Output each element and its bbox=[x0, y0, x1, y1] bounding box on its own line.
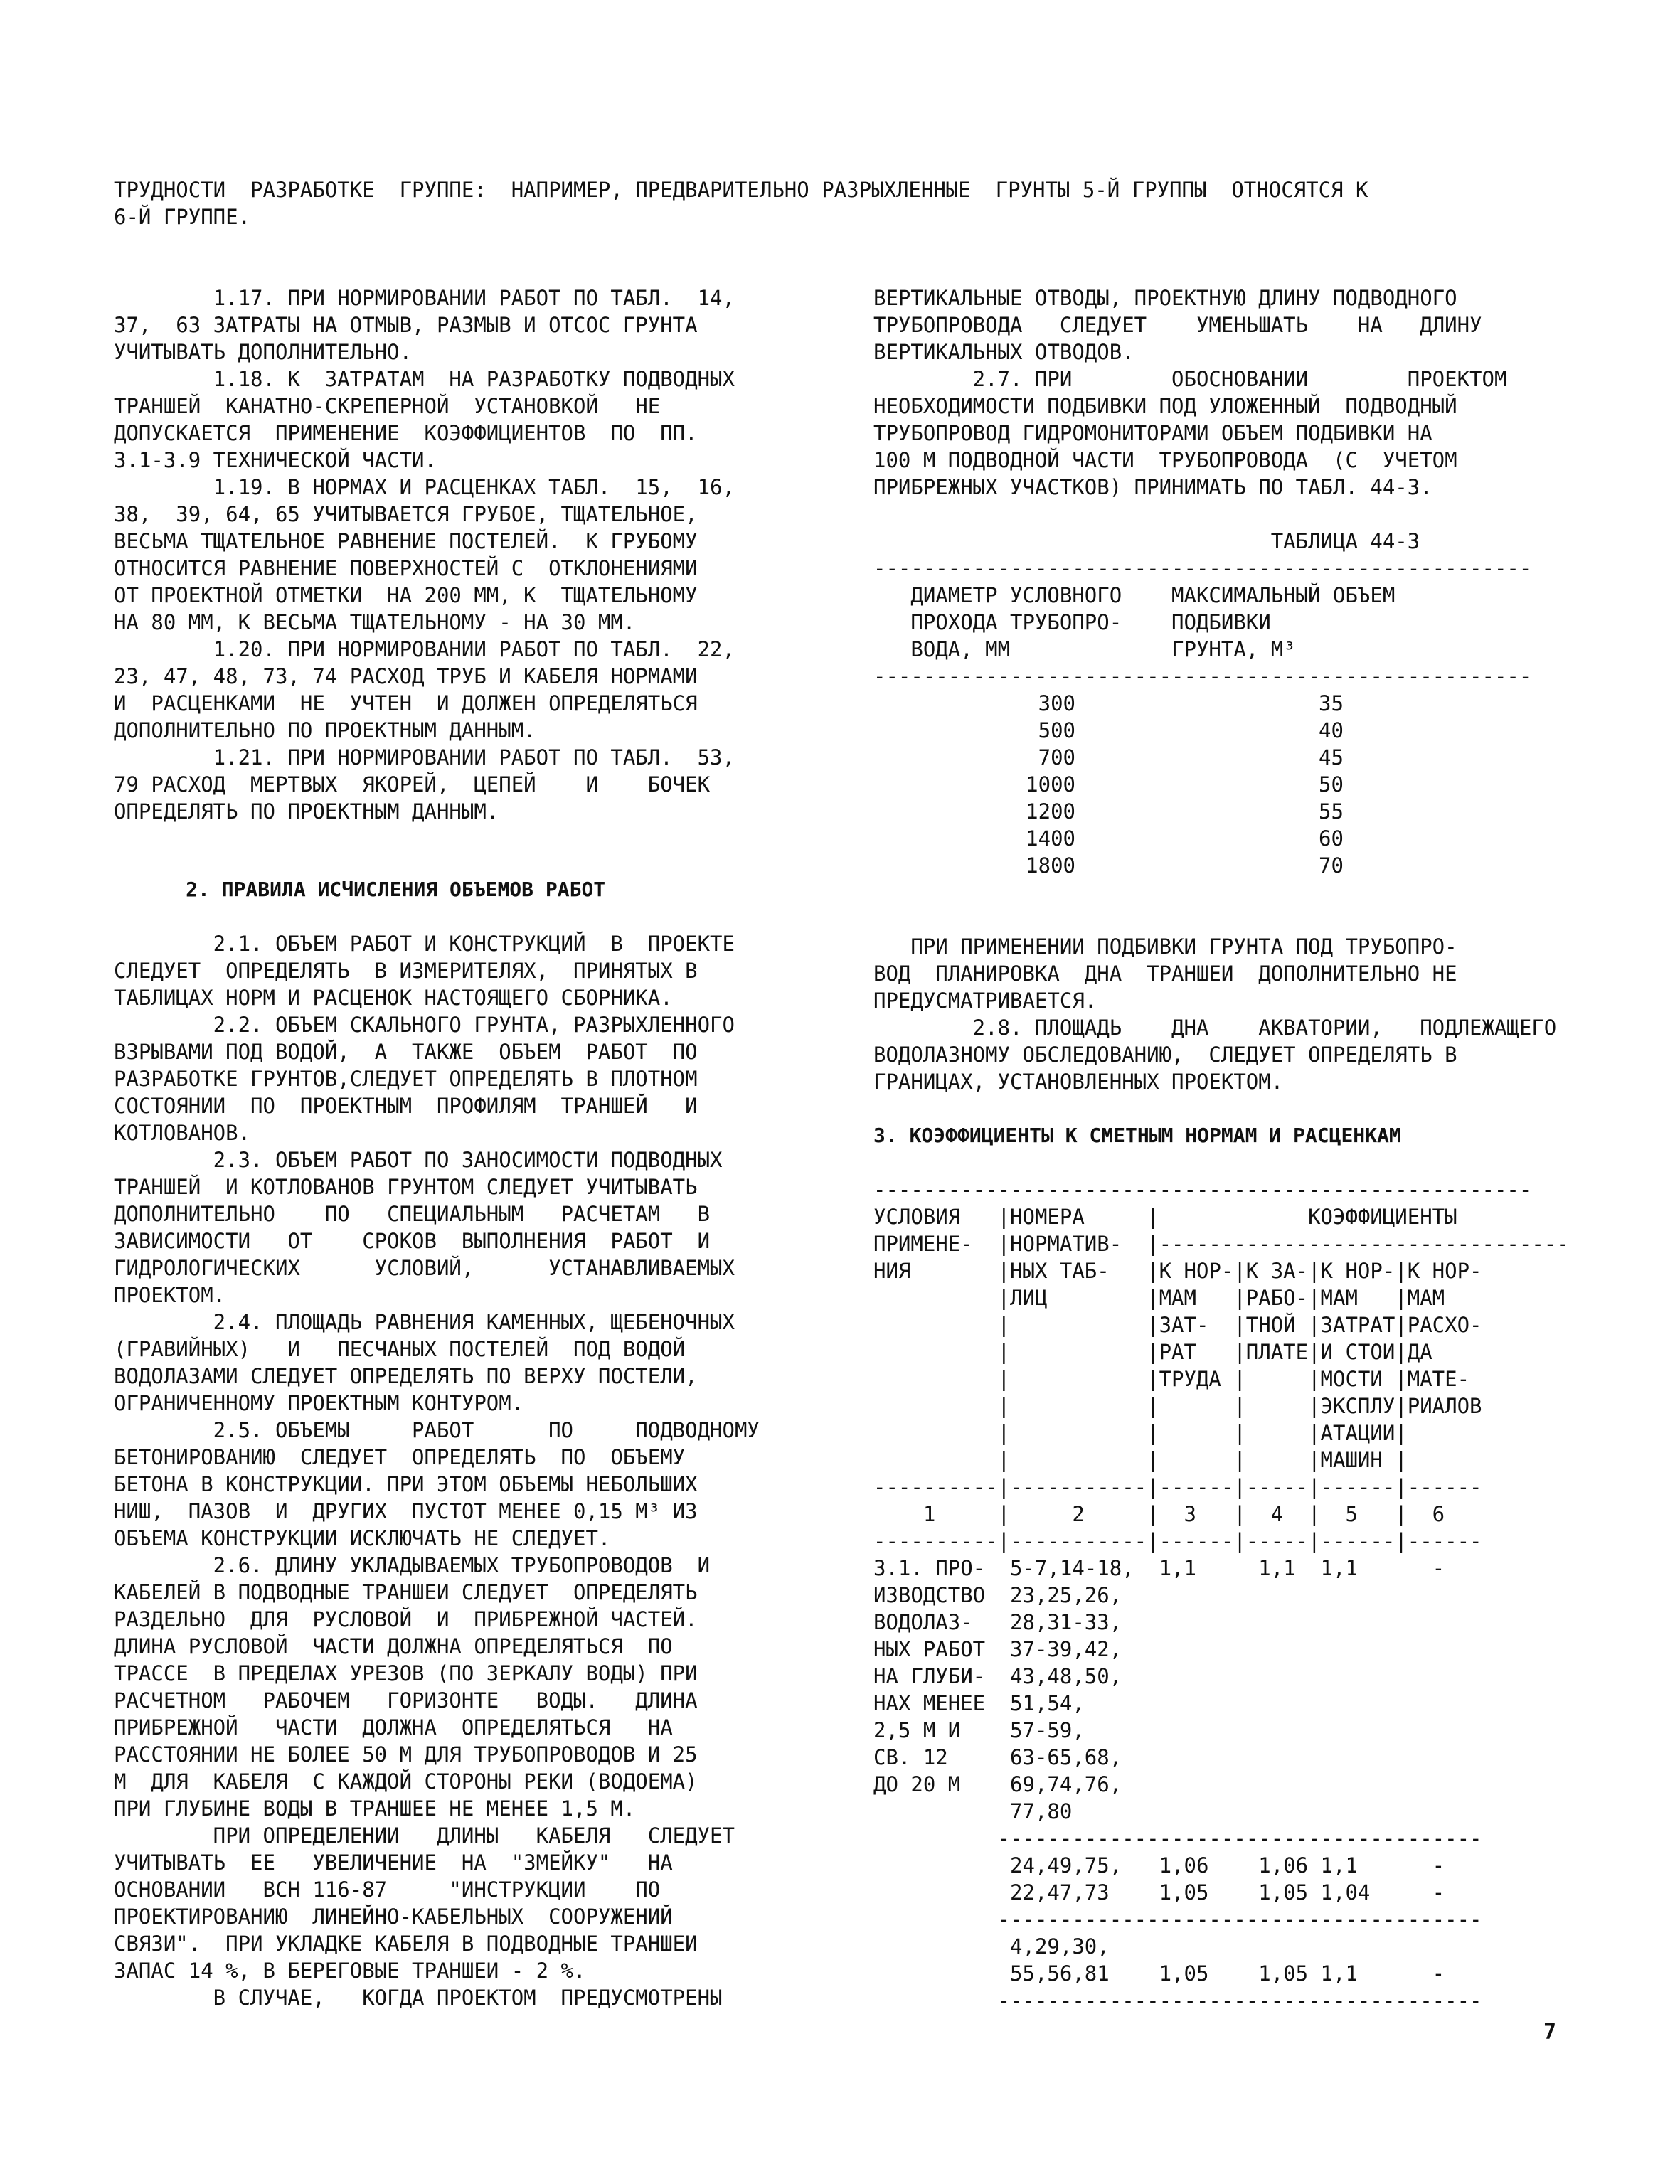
paragraph-1-19: 1.19. В НОРМАХ И РАСЦЕНКАХ ТАБЛ. 15, 16, 38, 39, 64, 65 УЧИТЫВАЕТСЯ ГРУБОЕ, ТЩАТЕЛЬНОЕ, ВЕСЬМА ТЩАТЕЛЬНОЕ РАВНЕНИЕ ПОСТЕЛЕЙ. К ГРУБОМУ ОТНОСИТСЯ РАВНЕНИЕ ПОВЕРХНОСТЕЙ С ОТКЛОНЕНИЯМИ ОТ ПРОЕКТНОЙ ОТМЕТКИ НА 200 ММ, К ТЩАТЕЛЬНОМУ НА 80 ММ, К ВЕСЬМА ТЩАТЕЛЬНОМУ - НА 30 ММ. bbox=[114, 475, 735, 634]
table-rule: ----------------------------------------------------- bbox=[873, 556, 1532, 580]
paragraph-2-8: 2.8. ПЛОЩАДЬ ДНА АКВАТОРИИ, ПОДЛЕЖАЩЕГО ВОДОЛАЗНОМУ ОБСЛЕДОВАНИЮ, СЛЕДУЕТ ОПРЕДЕЛЯТЬ В ГРАНИЦАХ, УСТАНОВЛЕННЫХ ПРОЕКТОМ. bbox=[873, 1016, 1557, 1094]
diameter-cell: 700 bbox=[1038, 745, 1075, 769]
volume-cell: 55 bbox=[1319, 799, 1344, 824]
diameter-cell: 1000 bbox=[1026, 772, 1075, 797]
right-column bbox=[873, 284, 1569, 2014]
paragraph-2-6-case: В СЛУЧАЕ, КОГДА ПРОЕКТОМ ПРЕДУСМОТРЕНЫ bbox=[114, 1986, 723, 2010]
section-3-heading: 3. КОЭФФИЦИЕНТЫ К СМЕТНЫМ НОРМАМ И РАСЦЕНКАМ bbox=[873, 1124, 1401, 1147]
paragraph-2-6-continued: ВЕРТИКАЛЬНЫЕ ОТВОДЫ, ПРОЕКТНУЮ ДЛИНУ ПОДВОДНОГО ТРУБОПРОВОДА СЛЕДУЕТ УМЕНЬШАТЬ НА ДЛИНУ ВЕРТИКАЛЬНЫХ ОТВОДОВ. bbox=[873, 286, 1482, 364]
paragraph-2-2: 2.2. ОБЪЕМ СКАЛЬНОГО ГРУНТА, РАЗРЫХЛЕННОГО ВЗРЫВАМИ ПОД ВОДОЙ, А ТАКЖЕ ОБЪЕМ РАБОТ ПО РАЗРАБОТКЕ ГРУНТОВ,СЛЕДУЕТ ОПРЕДЕЛЯТЬ В ПЛОТНОМ СОСТОЯНИИ ПО ПРОЕКТНЫМ ПРОФИЛЯМ ТРАНШЕЙ И КОТЛОВАНОВ. bbox=[114, 1013, 735, 1145]
coefficients-table: ----------------------------------------------------- УСЛОВИЯ |НОМЕРА | КОЭФФИЦИЕНТЫ ПРИМЕНЕ- |НОРМАТИВ- |--------------------------------- НИЯ |НЫХ ТАБ- |К НОР-|К ЗА-|К НОР-|К НОР- |ЛИЦ |МАМ |РАБО-|МАМ |МАМ | |ЗАТ- |ТНОЙ |ЗАТРАТ|РАСХО- | |РАТ |ПЛАТЕ|И СТОИ|ДА | |ТРУДА | |МОСТИ |МАТЕ- | | | |ЭКСПЛУ|РИАЛОВ | | | |АТАЦИИ| | | | |МАШИН | ----------|-----------|------|-----|------|------ 1 | 2 | 3 | 4 | 5 | 6 ----------|-----------|------|-----|------|------ 3.1. ПРО- 5-7,14-18, 1,1 1,1 1,1 - ИЗВОДСТВО 23,25,26, ВОДОЛАЗ- 28,31-33, НЫХ РАБОТ 37-39,42, НА ГЛУБИ- 43,48,50, НАХ МЕНЕЕ 51,54, 2,5 М И 57-59, СВ. 12 63-65,68, ДО 20 М 69,74,76, 77,80 --------------------------------------- 24,49,75, 1,06 1,06 1,1 - 22,47,73 1,05 1,05 1,04 - --------------------------------------- 4,29,30, 55,56,81 1,05 1,05 1,1 - --------------------------------------- bbox=[873, 1178, 1569, 2013]
volume-cell: 35 bbox=[1319, 691, 1344, 715]
table-row bbox=[873, 717, 1556, 744]
table-row bbox=[873, 825, 1556, 852]
paragraph-1-21: 1.21. ПРИ НОРМИРОВАНИИ РАБОТ ПО ТАБЛ. 53, 79 РАСХОД МЕРТВЫХ ЯКОРЕЙ, ЦЕПЕЙ И БОЧЕК ОПРЕДЕЛЯТЬ ПО ПРОЕКТНЫМ ДАННЫМ. bbox=[114, 745, 735, 824]
paragraph-2-5: 2.5. ОБЪЕМЫ РАБОТ ПО ПОДВОДНОМУ БЕТОНИРОВАНИЮ СЛЕДУЕТ ОПРЕДЕЛЯТЬ ПО ОБЪЕМУ БЕТОНА В КОНСТРУКЦИИ. ПРИ ЭТОМ ОБЪЕМЫ НЕБОЛЬШИХ НИШ, ПАЗОВ И ДРУГИХ ПУСТОТ МЕНЕЕ 0,15 М³ ИЗ ОБЪЕМА КОНСТРУКЦИИ ИСКЛЮЧАТЬ НЕ СЛЕДУЕТ. bbox=[114, 1418, 760, 1550]
paragraph-1-18: 1.18. К ЗАТРАТАМ НА РАЗРАБОТКУ ПОДВОДНЫХ ТРАНШЕЙ КАНАТНО-СКРЕПЕРНОЙ УСТАНОВКОЙ НЕ ДОПУСКАЕТСЯ ПРИМЕНЕНИЕ КОЭФФИЦИЕНТОВ ПО ПП. 3.1-3.9 ТЕХНИЧЕСКОЙ ЧАСТИ. bbox=[114, 367, 735, 472]
paragraph-1-20: 1.20. ПРИ НОРМИРОВАНИИ РАБОТ ПО ТАБЛ. 22, 23, 47, 48, 73, 74 РАСХОД ТРУБ И КАБЕЛЯ НОРМАМИ И РАСЦЕНКАМИ НЕ УЧТЕН И ДОЛЖЕН ОПРЕДЕЛЯТЬСЯ ДОПОЛНИТЕЛЬНО ПО ПРОЕКТНЫМ ДАННЫМ. bbox=[114, 637, 735, 742]
volume-cell: 60 bbox=[1319, 826, 1344, 851]
diameter-cell: 1400 bbox=[1026, 826, 1075, 851]
paragraph-2-4: 2.4. ПЛОЩАДЬ РАВНЕНИЯ КАМЕННЫХ, ЩЕБЕНОЧНЫХ (ГРАВИЙНЫХ) И ПЕСЧАНЫХ ПОСТЕЛЕЙ ПОД ВОДОЙ ВОДОЛАЗАМИ СЛЕДУЕТ ОПРЕДЕЛЯТЬ ПО ВЕРХУ ПОСТЕЛИ, ОГРАНИЧЕННОМУ ПРОЕКТНЫМ КОНТУРОМ. bbox=[114, 1310, 735, 1415]
table-row bbox=[873, 744, 1556, 771]
diameter-cell: 1200 bbox=[1026, 799, 1075, 824]
diameter-cell: 300 bbox=[1038, 691, 1075, 715]
paragraph-2-6-cable: ПРИ ОПРЕДЕЛЕНИИ ДЛИНЫ КАБЕЛЯ СЛЕДУЕТ УЧИТЫВАТЬ ЕЕ УВЕЛИЧЕНИЕ НА "ЗМЕЙКУ" НА ОСНОВАНИИ ВСН 116-87 "ИНСТРУКЦИИ ПО ПРОЕКТИРОВАНИЮ ЛИНЕЙНО-КАБЕЛЬНЫХ СООРУЖЕНИЙ СВЯЗИ". ПРИ УКЛАДКЕ КАБЕЛЯ В ПОДВОДНЫЕ ТРАНШЕИ ЗАПАС 14 %, В БЕРЕГОВЫЕ ТРАНШЕИ - 2 %. bbox=[114, 1823, 735, 1983]
table-row bbox=[873, 798, 1556, 825]
paragraph-2-6: 2.6. ДЛИНУ УКЛАДЫВАЕМЫХ ТРУБОПРОВОДОВ И КАБЕЛЕЙ В ПОДВОДНЫЕ ТРАНШЕИ СЛЕДУЕТ ОПРЕДЕЛЯТЬ РАЗДЕЛЬНО ДЛЯ РУСЛОВОЙ И ПРИБРЕЖНОЙ ЧАСТЕЙ. ДЛИНА РУСЛОВОЙ ЧАСТИ ДОЛЖНА ОПРЕДЕЛЯТЬСЯ ПО ТРАССЕ В ПРЕДЕЛАХ УРЕЗОВ (ПО ЗЕРКАЛУ ВОДЫ) ПРИ РАСЧЕТНОМ РАБОЧЕМ ГОРИЗОНТЕ ВОДЫ. ДЛИНА ПРИБРЕЖНОЙ ЧАСТИ ДОЛЖНА ОПРЕДЕЛЯТЬСЯ НА РАССТОЯНИИ НЕ БОЛЕЕ 50 М ДЛЯ ТРУБОПРОВОДОВ И 25 М ДЛЯ КАБЕЛЯ С КАЖДОЙ СТОРОНЫ РЕКИ (ВОДОЕМА) ПРИ ГЛУБИНЕ ВОДЫ В ТРАНШЕЕ НЕ МЕНЕЕ 1,5 М. bbox=[114, 1553, 711, 1821]
left-column bbox=[114, 284, 797, 2011]
table-44-3-title: ТАБЛИЦА 44-3 bbox=[873, 529, 1420, 553]
paragraph-2-3: 2.3. ОБЪЕМ РАБОТ ПО ЗАНОСИМОСТИ ПОДВОДНЫХ ТРАНШЕЙ И КОТЛОВАНОВ ГРУНТОМ СЛЕДУЕТ УЧИТЫВАТЬ ДОПОЛНИТЕЛЬНО ПО СПЕЦИАЛЬНЫМ РАСЧЕТАМ В ЗАВИСИМОСТИ ОТ СРОКОВ ВЫПОЛНЕНИЯ РАБОТ И ГИДРОЛОГИЧЕСКИХ УСЛОВИЙ, УСТАНАВЛИВАЕМЫХ ПРОЕКТОМ. bbox=[114, 1148, 735, 1307]
paragraph-2-7: 2.7. ПРИ ОБОСНОВАНИИ ПРОЕКТОМ НЕОБХОДИМОСТИ ПОДБИВКИ ПОД УЛОЖЕННЫЙ ПОДВОДНЫЙ ТРУБОПРОВОД ГИДРОМОНИТОРАМИ ОБЪЕМ ПОДБИВКИ НА 100 М ПОДВОДНОЙ ЧАСТИ ТРУБОПРОВОДА (С УЧЕТОМ ПРИБРЕЖНЫХ УЧАСТКОВ) ПРИНИМАТЬ ПО ТАБЛ. 44-3. bbox=[873, 367, 1507, 499]
table-row bbox=[873, 771, 1556, 798]
paragraph-2-1: 2.1. ОБЪЕМ РАБОТ И КОНСТРУКЦИЙ В ПРОЕКТЕ СЛЕДУЕТ ОПРЕДЕЛЯТЬ В ИЗМЕРИТЕЛЯХ, ПРИНЯТЫХ В ТАБЛИЦАХ НОРМ И РАСЦЕНОК НАСТОЯЩЕГО СБОРНИКА. bbox=[114, 932, 735, 1010]
volume-cell: 50 bbox=[1319, 772, 1344, 797]
volume-cell: 45 bbox=[1319, 745, 1344, 769]
table-rule: ----------------------------------------------------- bbox=[873, 664, 1532, 688]
paragraph-1-17: 1.17. ПРИ НОРМИРОВАНИИ РАБОТ ПО ТАБЛ. 14, 37, 63 ЗАТРАТЫ НА ОТМЫВ, РАЗМЫВ И ОТСОС ГРУНТА УЧИТЫВАТЬ ДОПОЛНИТЕЛЬНО. bbox=[114, 286, 735, 364]
continuation-text: ТРУДНОСТИ РАЗРАБОТКЕ ГРУППЕ: НАПРИМЕР, ПРЕДВАРИТЕЛЬНО РАЗРЫХЛЕННЫЕ ГРУНТЫ 5-Й ГРУППЫ ОТНОСЯТСЯ К 6-Й ГРУППЕ. bbox=[114, 178, 1368, 229]
diameter-cell: 1800 bbox=[1026, 853, 1075, 878]
page-number: 7 bbox=[1543, 2020, 1557, 2045]
section-2-heading: 2. ПРАВИЛА ИСЧИСЛЕНИЯ ОБЪЕМОВ РАБОТ bbox=[114, 878, 606, 901]
table-row bbox=[873, 852, 1556, 879]
table-row bbox=[873, 690, 1556, 717]
paragraph-after-table: ПРИ ПРИМЕНЕНИИ ПОДБИВКИ ГРУНТА ПОД ТРУБОПРО- ВОД ПЛАНИРОВКА ДНА ТРАНШЕИ ДОПОЛНИТЕЛЬНО НЕ ПРЕДУСМАТРИВАЕТСЯ. bbox=[873, 934, 1457, 1013]
volume-cell: 70 bbox=[1319, 853, 1344, 878]
table-44-3-header: ДИАМЕТР УСЛОВНОГО МАКСИМАЛЬНЫЙ ОБЪЕМ ПРОХОДА ТРУБОПРО- ПОДБИВКИ ВОДА, ММ ГРУНТА, М³ bbox=[910, 583, 1395, 661]
diameter-cell: 500 bbox=[1038, 718, 1075, 742]
table-44-3-body bbox=[873, 690, 1556, 879]
volume-cell: 40 bbox=[1319, 718, 1344, 742]
